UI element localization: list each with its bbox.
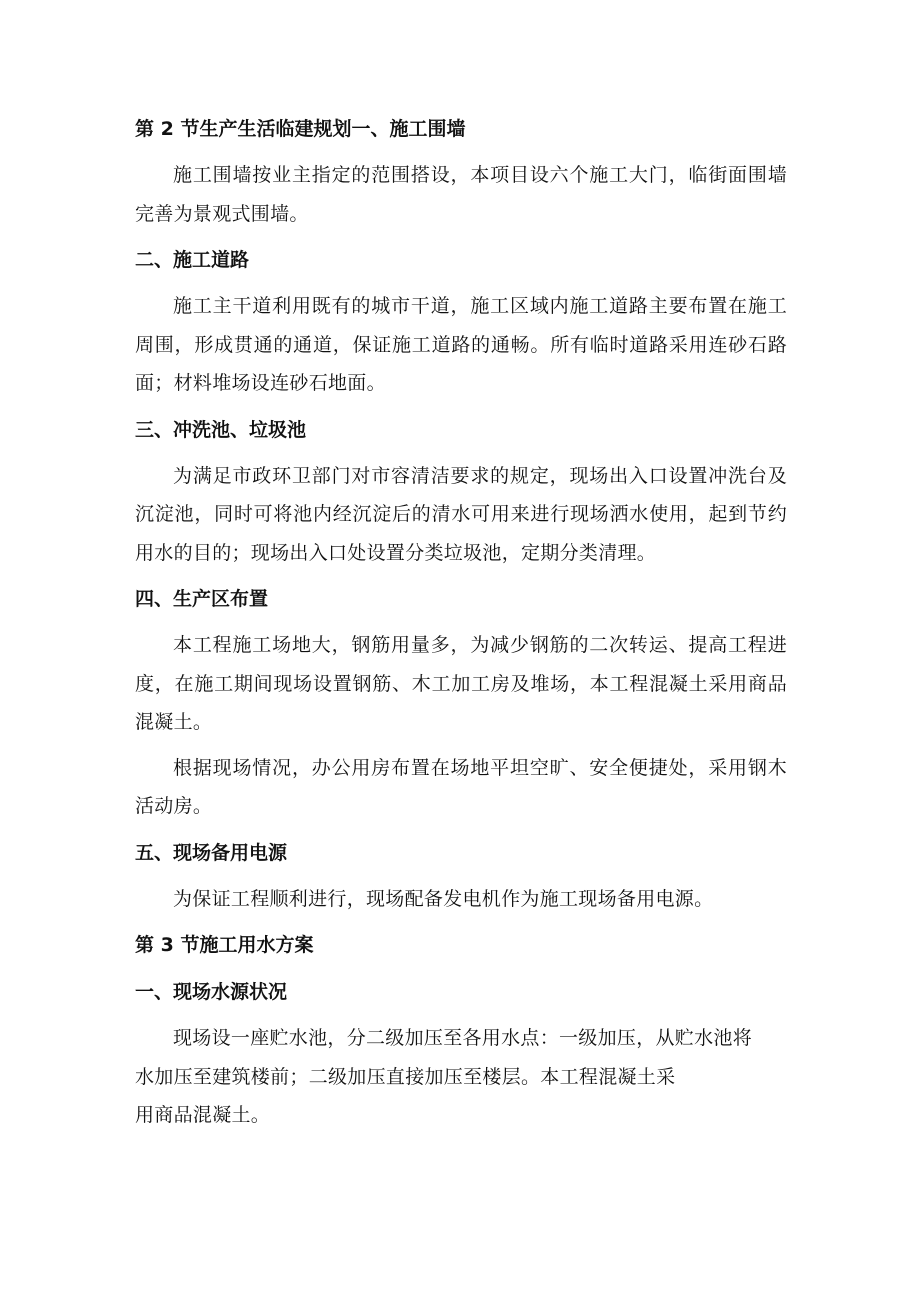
paragraph-office: 根据现场情况，办公用房布置在场地平坦空旷、安全便捷处，采用钢木活动房。 bbox=[135, 756, 787, 817]
paragraph-fence: 施工围墙按业主指定的范围搭设，本项目设六个施工大门，临街面围墙完善为景观式围墙。 bbox=[135, 164, 787, 225]
paragraph-water-source bbox=[135, 1019, 787, 1135]
water-source-line-2: 水加压至建筑楼前；二级加压直接加压至楼层。本工程混凝土采 bbox=[135, 1065, 676, 1088]
heading-production-area: 四、生产区布置 bbox=[135, 588, 269, 610]
water-source-line-1: 现场设一座贮水池，分二级加压至各用水点：一级加压，从贮水池将 bbox=[173, 1027, 753, 1049]
document-body bbox=[135, 110, 787, 1135]
section-heading-3: 第 3 节施工用水方案 bbox=[135, 934, 314, 956]
paragraph-wash-pool: 为满足市政环卫部门对市容清洁要求的规定，现场出入口设置冲洗台及沉淀池，同时可将池内经沉淀后的清水可用来进行现场洒水使用，起到节约用水的目的；现场出入口处设置分类垃圾池，定期分类清理。 bbox=[135, 464, 787, 564]
water-source-line-3: 用商品混凝土。 bbox=[135, 1104, 271, 1126]
paragraph-road: 施工主干道利用既有的城市干道，施工区域内施工道路主要布置在施工周围，形成贯通的通道，保证施工道路的通畅。所有临时道路采用连砂石路面；材料堆场设连砂石地面。 bbox=[135, 295, 787, 394]
heading-backup-power: 五、现场备用电源 bbox=[135, 841, 288, 864]
heading-wash-pool: 三、冲洗池、垃圾池 bbox=[135, 418, 307, 441]
section-heading-2: 第 2 节生产生活临建规划一、施工围墙 bbox=[135, 118, 466, 140]
paragraph-production-area: 本工程施工场地大，钢筋用量多，为减少钢筋的二次转运、提高工程进度，在施工期间现场设置钢筋、木工加工房及堆场，本工程混凝土采用商品混凝土。 bbox=[135, 634, 787, 733]
paragraph-backup-power: 为保证工程顺利进行，现场配备发电机作为施工现场备用电源。 bbox=[173, 887, 714, 910]
heading-road: 二、施工道路 bbox=[135, 249, 250, 271]
heading-water-source: 一、现场水源状况 bbox=[135, 981, 288, 1003]
